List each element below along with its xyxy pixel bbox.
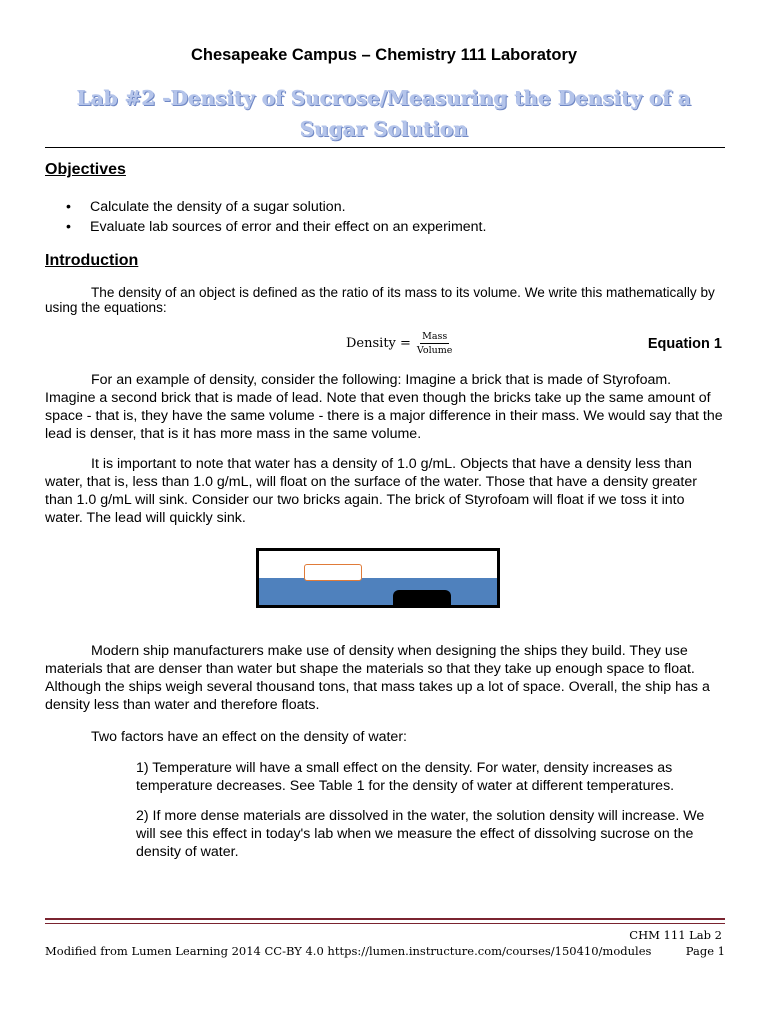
lab-title-line2: Sugar Solution (299, 117, 469, 141)
page-header: Chesapeake Campus – Chemistry 111 Laboratory (190, 46, 578, 64)
footer-credit-line (45, 944, 725, 958)
title-divider (45, 147, 725, 148)
intro-paragraph-4: Modern ship manufacturers make use of density when designing the ships they build. They use materials that are denser than water but shape the materials so that they take up enough space to float. Although the ships weigh several thousand tons, that mass takes up a lot of space. Overall, the ship has a density less than water and therefore floats. (45, 643, 710, 713)
footer-page-number: Page 1 (685, 944, 725, 958)
equation-fraction (417, 331, 453, 356)
footer-rule-thin (45, 923, 725, 924)
intro-paragraph-5: Two factors have an effect on the density of water: (91, 729, 407, 745)
equation-denominator: Volume (416, 345, 453, 356)
objective-item: • Evaluate lab sources of error and their effect on an experiment. (62, 217, 722, 237)
objectives-heading: Objectives (45, 161, 126, 178)
factor-2: 2) If more dense materials are dissolved in the water, the solution density will increase. We will see this effect in today's lab when we measure the effect of dissolving sucrose on the density of water. (136, 808, 705, 860)
density-equation (346, 331, 452, 356)
water-layer (259, 578, 497, 605)
footer-course: CHM 111 Lab 2 (629, 928, 722, 942)
styrofoam-brick (304, 564, 362, 581)
equation-lhs: Density = (346, 336, 411, 351)
lab-title-line1: Lab #2 -Density of Sucrose/Measuring the Density of a (76, 86, 692, 110)
factor-1: 1) Temperature will have a small effect on the density. For water, density increases as temperature decreases. See Table 1 for the density of water at different temperatures. (136, 760, 675, 794)
objective-item: • Calculate the density of a sugar solution. (62, 197, 722, 217)
density-figure (256, 548, 500, 608)
intro-paragraph-3: It is important to note that water has a density of 1.0 g/mL. Objects that have a density less than water, that is, less than 1.0 g/mL, will float on the surface of the water. Those that have a density greater than 1.0 g/mL will sink. Consider our two bricks again. The brick of Styrofoam will float if we toss it into water. The lead will quickly sink. (45, 456, 697, 526)
footer-credit: Modified from Lumen Learning 2014 CC-BY 4.0 https://lumen.instructure.com/courses/150410/modules (45, 944, 652, 958)
objectives-list (62, 197, 722, 237)
footer-rule (45, 918, 725, 920)
equation-numerator: Mass (422, 331, 448, 342)
lead-brick (393, 590, 451, 608)
intro-paragraph-1: The density of an object is defined as the ratio of its mass to its volume. We write this mathematically by using the equations: (45, 285, 715, 315)
equation-label: Equation 1 (647, 336, 722, 352)
intro-paragraph-2: For an example of density, consider the following: Imagine a brick that is made of Styrofoam. Imagine a second brick that is made of lead. Note that even though the bricks take up the same amount of space - that is, they have the same volume - there is a major difference in their mass. We would say that the lead is denser, that is it has more mass in the same volume. (45, 372, 723, 442)
introduction-heading: Introduction (45, 252, 139, 269)
